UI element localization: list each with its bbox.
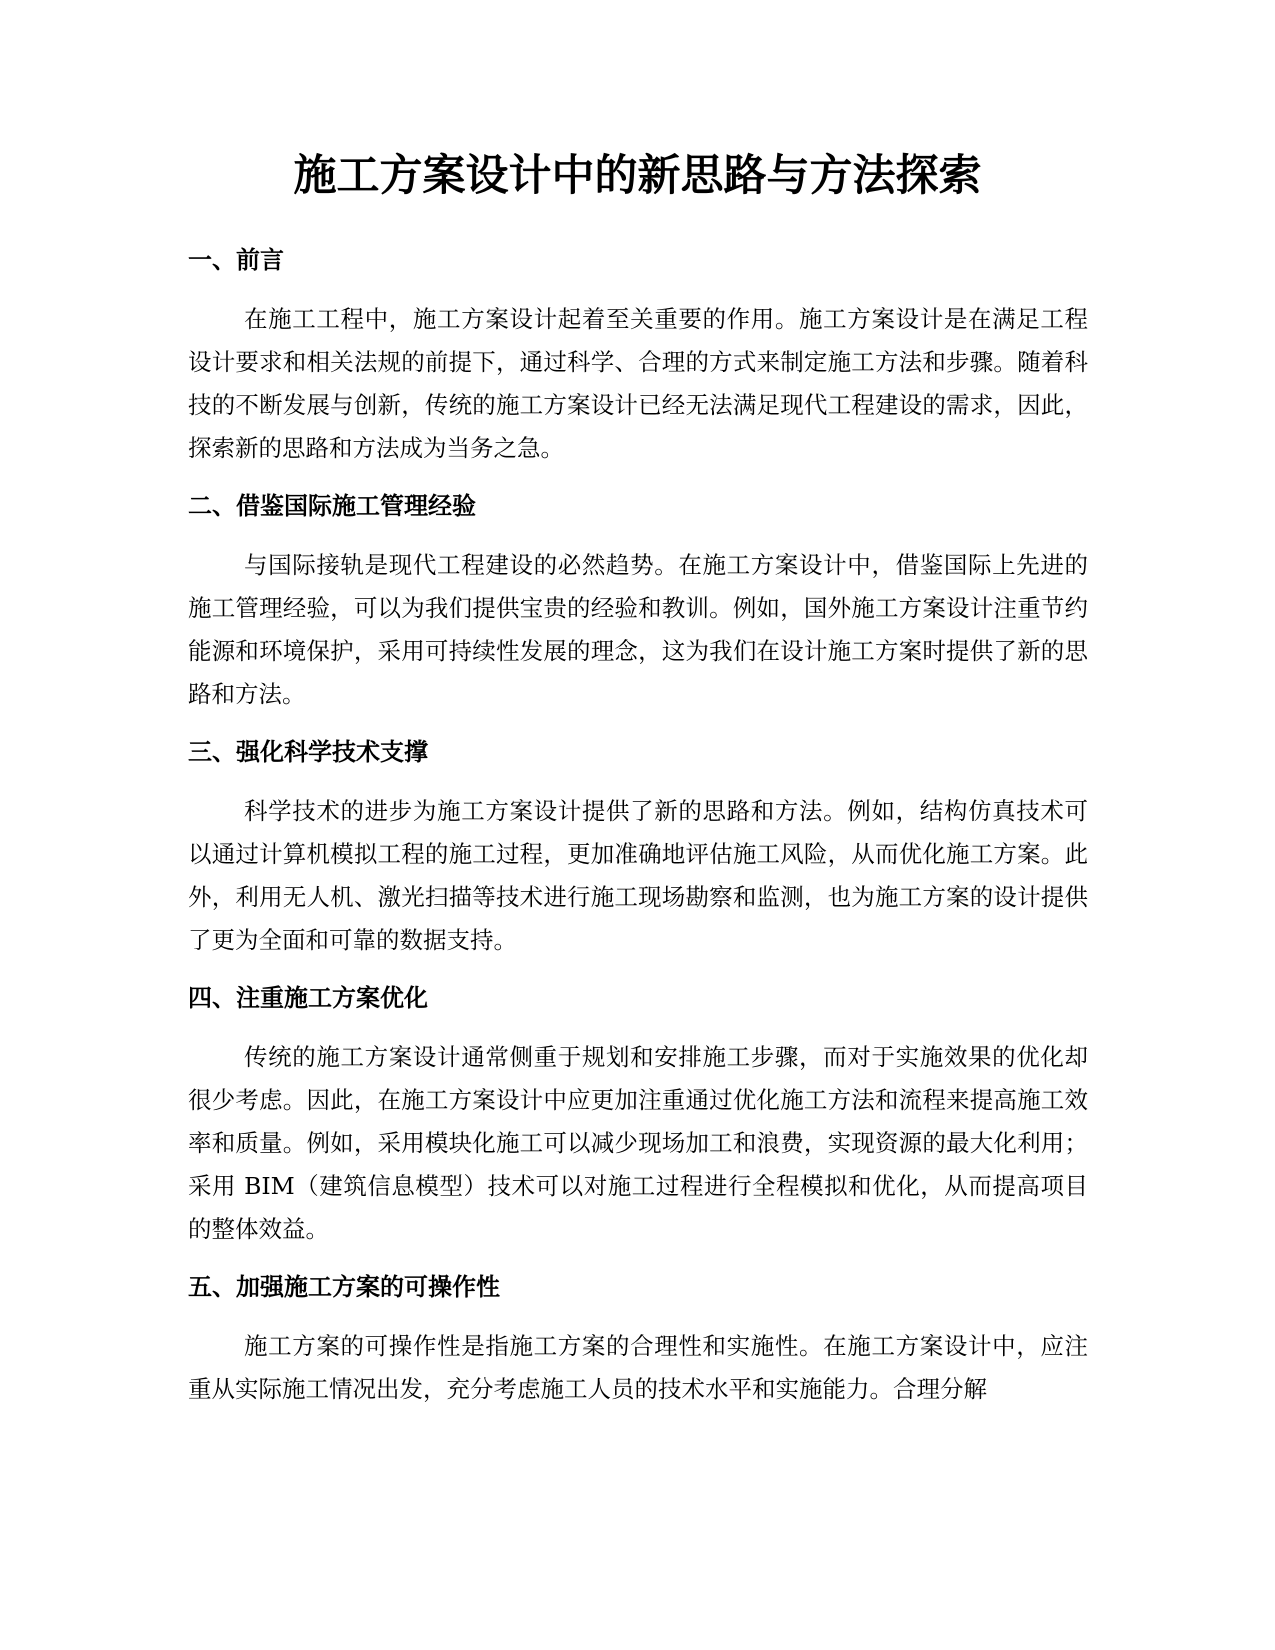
section-operability bbox=[188, 1267, 1088, 1411]
section-optimization bbox=[188, 978, 1088, 1251]
document-body bbox=[188, 240, 1088, 1427]
section-heading: 四、注重施工方案优化 bbox=[188, 984, 428, 1012]
section-heading: 三、强化科学技术支撑 bbox=[188, 738, 428, 766]
section-heading: 一、前言 bbox=[188, 246, 284, 274]
section-preface bbox=[188, 240, 1088, 470]
section-paragraph: 在施工工程中，施工方案设计起着至关重要的作用。施工方案设计是在满足工程设计要求和相关法规的前提下，通过科学、合理的方式来制定施工方法和步骤。随着科技的不断发展与创新，传统的施工方案设计已经无法满足现代工程建设的需求，因此，探索新的思路和方法成为当务之急。 bbox=[188, 305, 1088, 462]
section-paragraph: 科学技术的进步为施工方案设计提供了新的思路和方法。例如，结构仿真技术可以通过计算机模拟工程的施工过程，更加准确地评估施工风险，从而优化施工方案。此外，利用无人机、激光扫描等技术进行施工现场勘察和监测，也为施工方案的设计提供了更为全面和可靠的数据支持。 bbox=[188, 797, 1088, 954]
section-paragraph: 施工方案的可操作性是指施工方案的合理性和实施性。在施工方案设计中，应注重从实际施工情况出发，充分考虑施工人员的技术水平和实施能力。合理分解 bbox=[188, 1332, 1088, 1403]
section-paragraph: 传统的施工方案设计通常侧重于规划和安排施工步骤，而对于实施效果的优化却很少考虑。因此，在施工方案设计中应更加注重通过优化施工方法和流程来提高施工效率和质量。例如，采用模块化施工可以减少现场加工和浪费，实现资源的最大化利用；采用 BIM（建筑信息模型）技术可以对施工过程进行全程模拟和优化，从而提高项目的整体效益。 bbox=[188, 1043, 1088, 1243]
section-heading: 五、加强施工方案的可操作性 bbox=[188, 1273, 500, 1301]
section-paragraph: 与国际接轨是现代工程建设的必然趋势。在施工方案设计中，借鉴国际上先进的施工管理经验，可以为我们提供宝贵的经验和教训。例如，国外施工方案设计注重节约能源和环境保护，采用可持续性发展的理念，这为我们在设计施工方案时提供了新的思路和方法。 bbox=[188, 551, 1088, 708]
section-heading: 二、借鉴国际施工管理经验 bbox=[188, 492, 476, 520]
section-international-experience bbox=[188, 486, 1088, 716]
section-technology-support bbox=[188, 732, 1088, 962]
document-title: 施工方案设计中的新思路与方法探索 bbox=[293, 151, 982, 201]
